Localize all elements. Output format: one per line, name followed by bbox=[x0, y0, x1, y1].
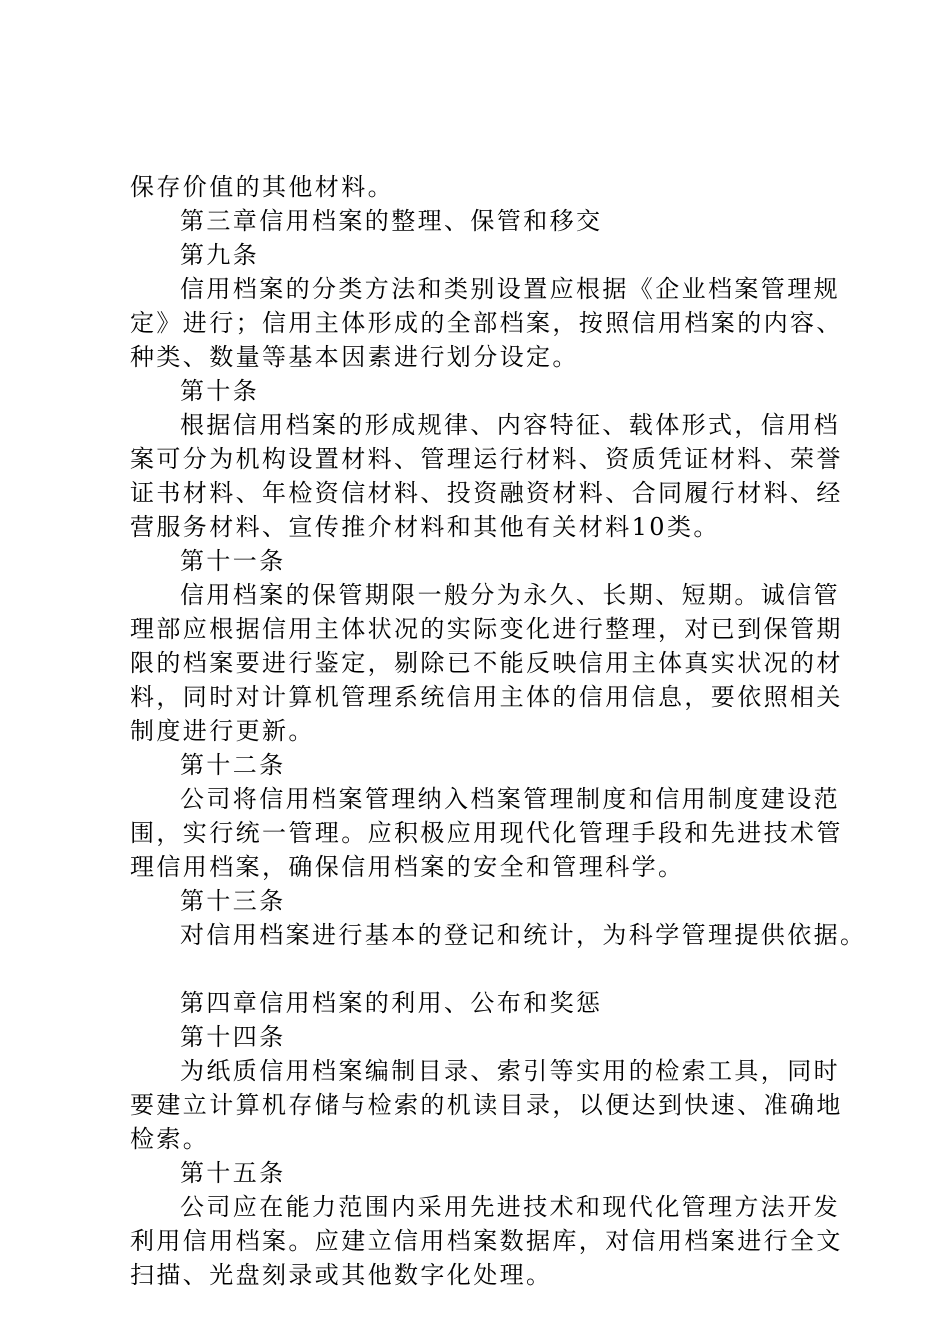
text-line: 根据信用档案的形成规律、内容特征、载体形式，信用档 bbox=[180, 411, 840, 439]
text-line: 对信用档案进行基本的登记和统计，为科学管理提供依据。 bbox=[180, 921, 867, 949]
text-line: 证书材料、年检资信材料、投资融资材料、合同履行材料、经 bbox=[130, 479, 843, 507]
document-body bbox=[130, 170, 867, 1292]
text-line: 围，实行统一管理。应积极应用现代化管理手段和先进技术管 bbox=[130, 819, 843, 847]
text-line: 检索。 bbox=[130, 1125, 210, 1153]
article-heading: 第十一条 bbox=[180, 547, 286, 575]
text-line: 公司应在能力范围内采用先进技术和现代化管理方法开发 bbox=[180, 1193, 840, 1221]
text-line: 要建立计算机存储与检索的机读目录，以便达到快速、准确地 bbox=[130, 1091, 843, 1119]
article-heading: 第九条 bbox=[180, 241, 260, 269]
chapter-heading: 第三章信用档案的整理、保管和移交 bbox=[180, 207, 603, 235]
blank-line bbox=[130, 952, 860, 986]
article-heading: 第十四条 bbox=[180, 1023, 286, 1051]
text-line: 制度进行更新。 bbox=[130, 717, 315, 745]
text-line: 定》进行；信用主体形成的全部档案，按照信用档案的内容、 bbox=[130, 309, 843, 337]
text-line: 料，同时对计算机管理系统信用主体的信用信息，要依照相关 bbox=[130, 683, 843, 711]
text-line: 理部应根据信用主体状况的实际变化进行整理，对已到保管期 bbox=[130, 615, 843, 643]
article-heading: 第十二条 bbox=[180, 751, 286, 779]
text-line: 保存价值的其他材料。 bbox=[130, 173, 394, 201]
text-line: 为纸质信用档案编制目录、索引等实用的检索工具，同时 bbox=[180, 1057, 840, 1085]
text-line: 营服务材料、宣传推介材料和其他有关材料10类。 bbox=[130, 513, 720, 541]
text-line: 限的档案要进行鉴定，剔除已不能反映信用主体真实状况的材 bbox=[130, 649, 843, 677]
text-line: 利用信用档案。应建立信用档案数据库，对信用档案进行全文 bbox=[130, 1227, 843, 1255]
text-line: 案可分为机构设置材料、管理运行材料、资质凭证材料、荣誉 bbox=[130, 445, 843, 473]
text-line: 种类、数量等基本因素进行划分设定。 bbox=[130, 343, 579, 371]
text-line: 信用档案的保管期限一般分为永久、长期、短期。诚信管 bbox=[180, 581, 840, 609]
chapter-heading: 第四章信用档案的利用、公布和奖惩 bbox=[180, 989, 603, 1017]
article-heading: 第十三条 bbox=[180, 887, 286, 915]
text-line: 理信用档案，确保信用档案的安全和管理科学。 bbox=[130, 853, 685, 881]
article-heading: 第十条 bbox=[180, 377, 260, 405]
article-heading: 第十五条 bbox=[180, 1159, 286, 1187]
text-line: 信用档案的分类方法和类别设置应根据《企业档案管理规 bbox=[180, 275, 840, 303]
text-line: 扫描、光盘刻录或其他数字化处理。 bbox=[130, 1261, 553, 1289]
text-line: 公司将信用档案管理纳入档案管理制度和信用制度建设范 bbox=[180, 785, 840, 813]
